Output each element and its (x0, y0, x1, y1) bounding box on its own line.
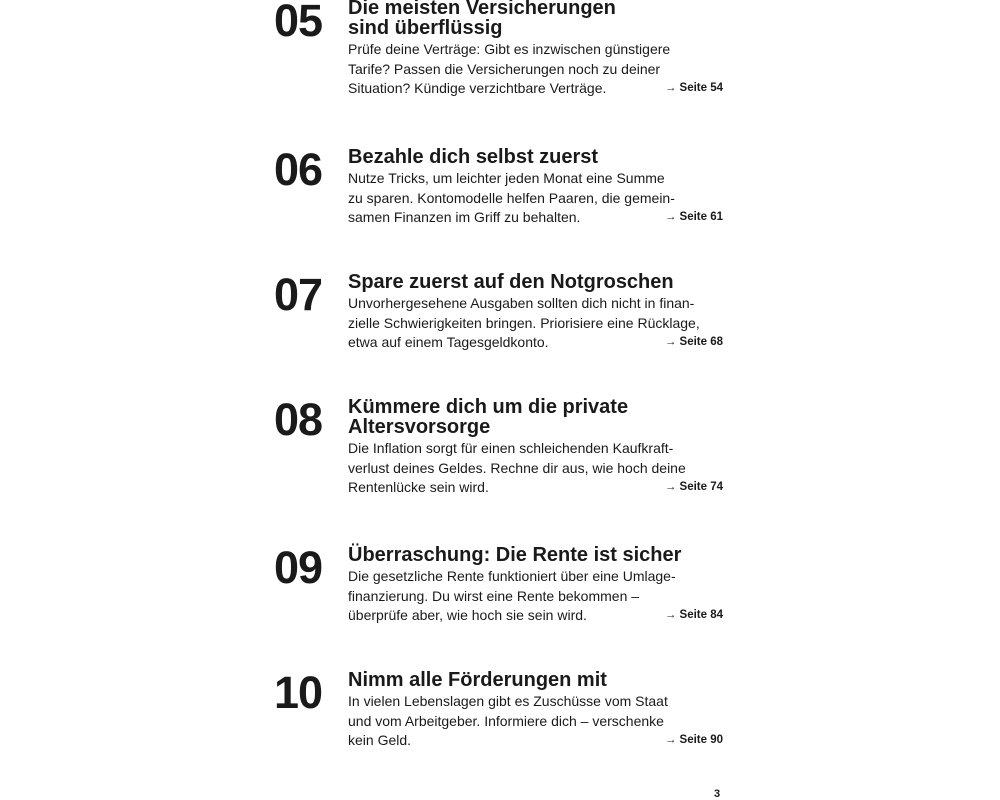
page-reference: → Seite 61 (664, 211, 723, 223)
page-number: 3 (714, 788, 721, 800)
entry-content (348, 397, 723, 498)
entry-number: 10 (274, 667, 323, 718)
entry-desc-line: und vom Arbeitgeber. Informiere dich – verschenke (348, 712, 664, 729)
entry-content (348, 147, 723, 228)
entry-title-line: Kümmere dich um die private (348, 396, 629, 418)
entry-content (348, 0, 723, 99)
entry-desc-line: In vielen Lebenslagen gibt es Zuschüsse vom Staat (348, 693, 668, 709)
entry-desc-line: zu sparen. Kontomodelle helfen Paaren, die gemein- (348, 189, 675, 206)
entry-desc-line: Tarife? Passen die Versicherungen noch zu deiner (348, 60, 661, 77)
entry-description (348, 567, 698, 626)
entry-title-line: Bezahle dich selbst zuerst (348, 146, 599, 168)
entry-number: 09 (274, 542, 323, 593)
entry-title-line: sind überflüssig (348, 17, 503, 39)
page-reference: → Seite 84 (664, 609, 723, 621)
entry-desc-line: Die Inflation sorgt für einen schleichenden Kaufkraft- (348, 440, 674, 456)
entry-description (348, 294, 698, 353)
entry-desc-line: kein Geld. (348, 732, 412, 748)
entry-desc-line: Nutze Tricks, um leichter jeden Monat eine Summe (348, 170, 665, 186)
entry-number: 07 (274, 269, 323, 320)
entry-title (348, 670, 723, 690)
entry-desc-line: verlust deines Geldes. Rechne dir aus, wie hoch deine (348, 459, 686, 476)
entry-desc-line: finanzierung. Du wirst eine Rente bekommen – (348, 587, 640, 604)
entry-title (348, 272, 723, 292)
entry-description (348, 692, 698, 751)
entry-number: 08 (274, 394, 323, 445)
entry-number: 05 (274, 0, 323, 46)
entry-desc-line: überprüfe aber, wie hoch sie sein wird. (348, 607, 587, 623)
entry-title-line: Überraschung: Die Rente ist sicher (348, 544, 682, 566)
entry-description (348, 439, 698, 498)
entry-title-line: Nimm alle Förderungen mit (348, 669, 607, 691)
entry-description (348, 40, 698, 99)
entry-content (348, 272, 723, 353)
page-reference: → Seite 54 (664, 82, 723, 94)
entry-title-line: Altersvorsorge (348, 416, 491, 438)
entry-content (348, 670, 723, 751)
entry-title (348, 147, 723, 167)
page-reference: → Seite 74 (664, 481, 723, 493)
entry-desc-line: Situation? Kündige verzichtbare Verträge. (348, 80, 607, 96)
entry-title (348, 397, 723, 437)
entry-desc-line: etwa auf einem Tagesgeldkonto. (348, 334, 549, 350)
entry-title-line: Die meisten Versicherungen (348, 0, 616, 19)
entry-content (348, 545, 723, 626)
entry-desc-line: Prüfe deine Verträge: Gibt es inzwischen günstigere (348, 41, 671, 57)
entry-desc-line: Rentenlücke sein wird. (348, 479, 489, 495)
entry-desc-line: Die gesetzliche Rente funktioniert über eine Umlage- (348, 568, 676, 584)
entry-title (348, 545, 723, 565)
entry-title (348, 0, 723, 38)
page-reference: → Seite 90 (664, 734, 723, 746)
entry-description (348, 169, 698, 228)
entry-title-line: Spare zuerst auf den Notgroschen (348, 271, 674, 293)
entry-desc-line: zielle Schwierigkeiten bringen. Priorisiere eine Rücklage, (348, 314, 700, 331)
entry-desc-line: Unvorhergesehene Ausgaben sollten dich nicht in finan- (348, 295, 695, 311)
page-reference: → Seite 68 (664, 336, 723, 348)
entry-desc-line: samen Finanzen im Griff zu behalten. (348, 209, 581, 225)
entry-number: 06 (274, 144, 323, 195)
